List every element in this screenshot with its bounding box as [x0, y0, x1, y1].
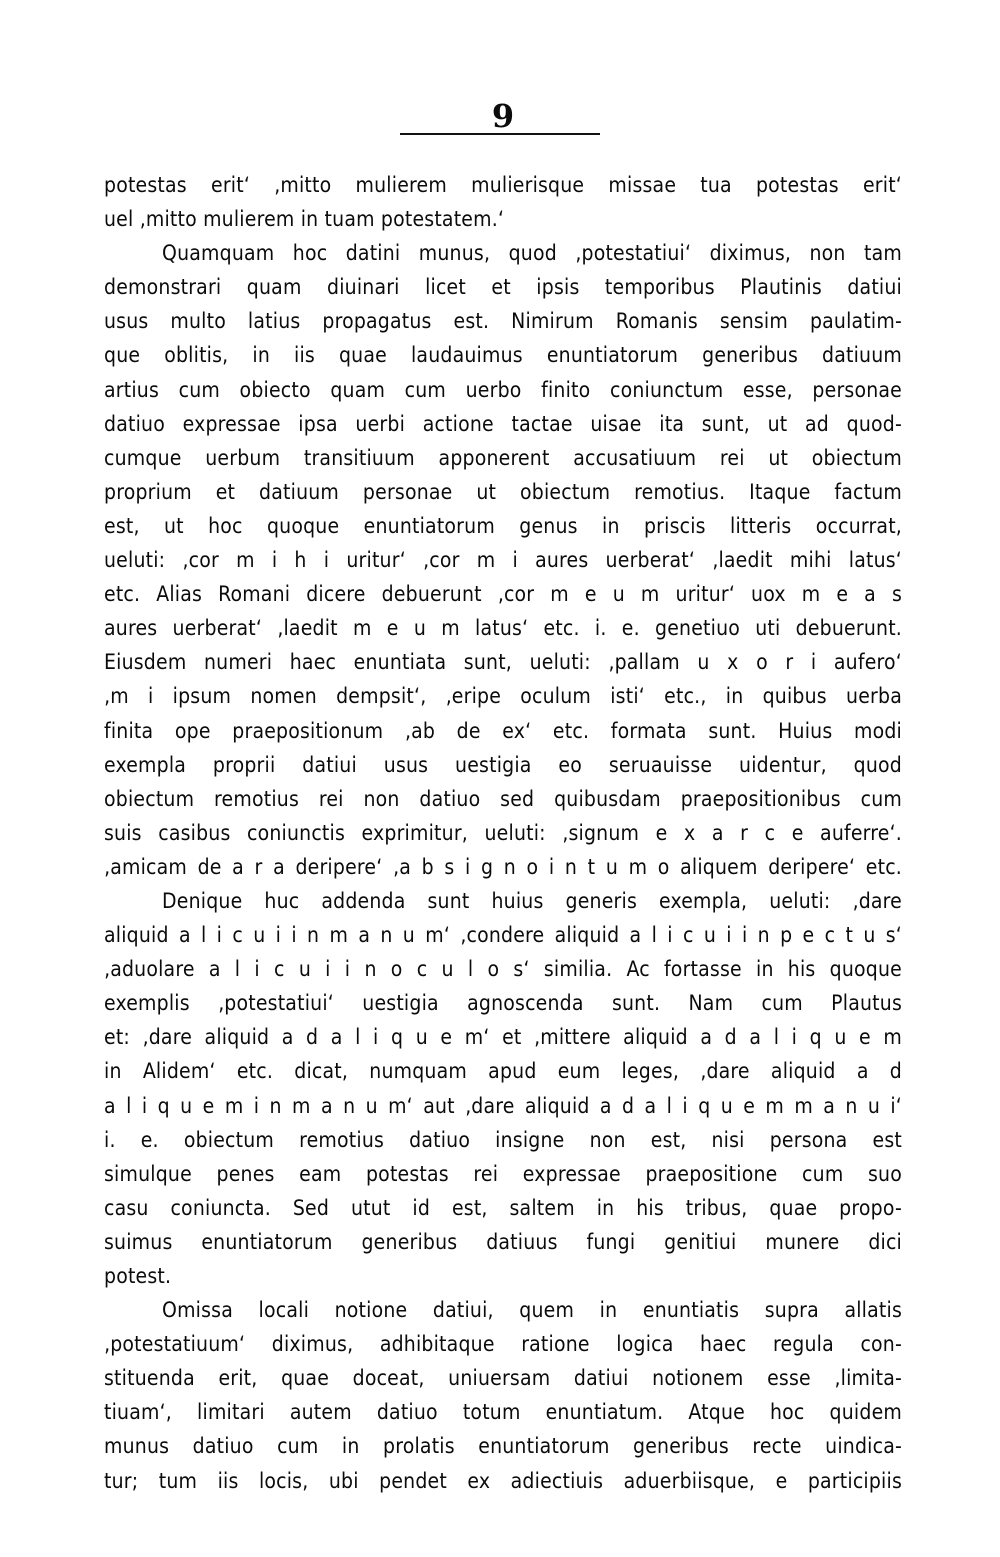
text-line: tiuam‘, limitari autem datiuo totum enuntiatum. Atque hoc quidem: [104, 1400, 902, 1425]
text-line: et: ‚dare aliquid a d a l i q u e m‘ et ‚mittere aliquid a d a l i q u e m: [104, 1025, 902, 1050]
text-line: munus datiuo cum in prolatis enuntiatorum generibus recte uindica-: [104, 1434, 902, 1459]
text-line: artius cum obiecto quam cum uerbo finito coniunctum esse, personae: [104, 377, 902, 402]
text-line: simulque penes eam potestas rei expressae praepositione cum suo: [104, 1161, 902, 1186]
text-line: ‚m i ipsum nomen dempsit‘, ‚eripe oculum isti‘ etc., in quibus uerba: [104, 684, 902, 709]
text-line: a l i q u e m i n m a n u m‘ aut ‚dare aliquid a d a l i q u e m m a n u i‘: [104, 1093, 902, 1118]
text-line: Omissa locali notione datiui, quem in enuntiatis supra allatis: [162, 1298, 902, 1323]
text-line: proprium et datiuum personae ut obiectum remotius. Itaque factum: [104, 479, 902, 504]
text-line: cumque uerbum transitiuum apponerent accusatiuum rei ut obiectum: [104, 445, 902, 470]
text-line: Eiusdem numeri haec enuntiata sunt, ueluti: ‚pallam u x o r i aufero‘: [104, 650, 902, 675]
text-line: casu coniuncta. Sed utut id est, saltem in his tribus, quae propo-: [104, 1195, 902, 1220]
text-line: usus multo latius propagatus est. Nimirum Romanis sensim paulatim-: [104, 309, 902, 334]
text-line: suimus enuntiatorum generibus datiuus fungi genitiui munere dici: [104, 1229, 902, 1254]
text-line: que oblitis, in iis quae laudauimus enuntiatorum generibus datiuum: [104, 343, 902, 368]
text-line: Denique huc addenda sunt huius generis exempla, ueluti: ‚dare: [162, 888, 902, 913]
text-line: potest.: [104, 1264, 172, 1288]
text-line: i. e. obiectum remotius datiuo insigne non est, nisi persona est: [104, 1127, 902, 1152]
page-number: 9: [491, 97, 515, 135]
text-line: tur; tum iis locis, ubi pendet ex adiectiuis aduerbiisque, e participiis: [104, 1468, 902, 1493]
text-line: suis casibus coniunctis exprimitur, ueluti: ‚signum e x a r c e auferre‘.: [104, 820, 902, 845]
text-line: ‚amicam de a r a deripere‘ ‚a b s i g n o i n t u m o aliquem deripere‘ etc.: [104, 854, 902, 879]
text-line: datiuo expressae ipsa uerbi actione tactae uisae ita sunt, ut ad quod-: [104, 411, 902, 436]
text-line: ueluti: ‚cor m i h i uritur‘ ‚cor m i aures uerberat‘ ‚laedit mihi latus‘: [104, 548, 902, 573]
text-line: etc. Alias Romani dicere debuerunt ‚cor m e u m uritur‘ uox m e a s: [104, 582, 902, 607]
text-line: exempla proprii datiui usus uestigia eo seruauisse uidentur, quod: [104, 752, 902, 777]
text-line: demonstrari quam diuinari licet et ipsis temporibus Plautinis datiui: [104, 275, 902, 300]
text-line: finita ope praepositionum ‚ab de ex‘ etc. formata sunt. Huius modi: [104, 718, 902, 743]
text-line: ‚aduolare a l i c u i i n o c u l o s‘ similia. Ac fortasse in his quoque: [104, 957, 902, 982]
text-line: est, ut hoc quoque enuntiatorum genus in priscis litteris occurrat,: [104, 513, 902, 538]
header-rule: [400, 133, 600, 135]
text-line: exemplis ‚potestatiui‘ uestigia agnoscenda sunt. Nam cum Plautus: [104, 991, 902, 1016]
text-line: ‚potestatiuum‘ diximus, adhibitaque ratione logica haec regula con-: [104, 1332, 902, 1357]
text-line: uel ‚mitto mulierem in tuam potestatem.‘: [104, 207, 505, 232]
text-line: aliquid a l i c u i i n m a n u m‘ ‚condere aliquid a l i c u i i n p e c t u s‘: [104, 923, 902, 948]
text-line: in Alidem‘ etc. dicat, numquam apud eum leges, ‚dare aliquid a d: [104, 1059, 902, 1084]
text-line: potestas erit‘ ‚mitto mulierem mulierisque missae tua potestas erit‘: [104, 173, 902, 197]
text-line: Quamquam hoc datini munus, quod ‚potestatiui‘ diximus, non tam: [162, 241, 902, 266]
text-line: obiectum remotius rei non datiuo sed quibusdam praepositionibus cum: [104, 786, 902, 811]
body-text: [104, 168, 902, 1498]
text-line: stituenda erit, quae doceat, uniuersam datiui notionem esse ‚limita-: [104, 1366, 902, 1391]
text-line: aures uerberat‘ ‚laedit m e u m latus‘ etc. i. e. genetiuo uti debuerunt.: [104, 616, 902, 641]
